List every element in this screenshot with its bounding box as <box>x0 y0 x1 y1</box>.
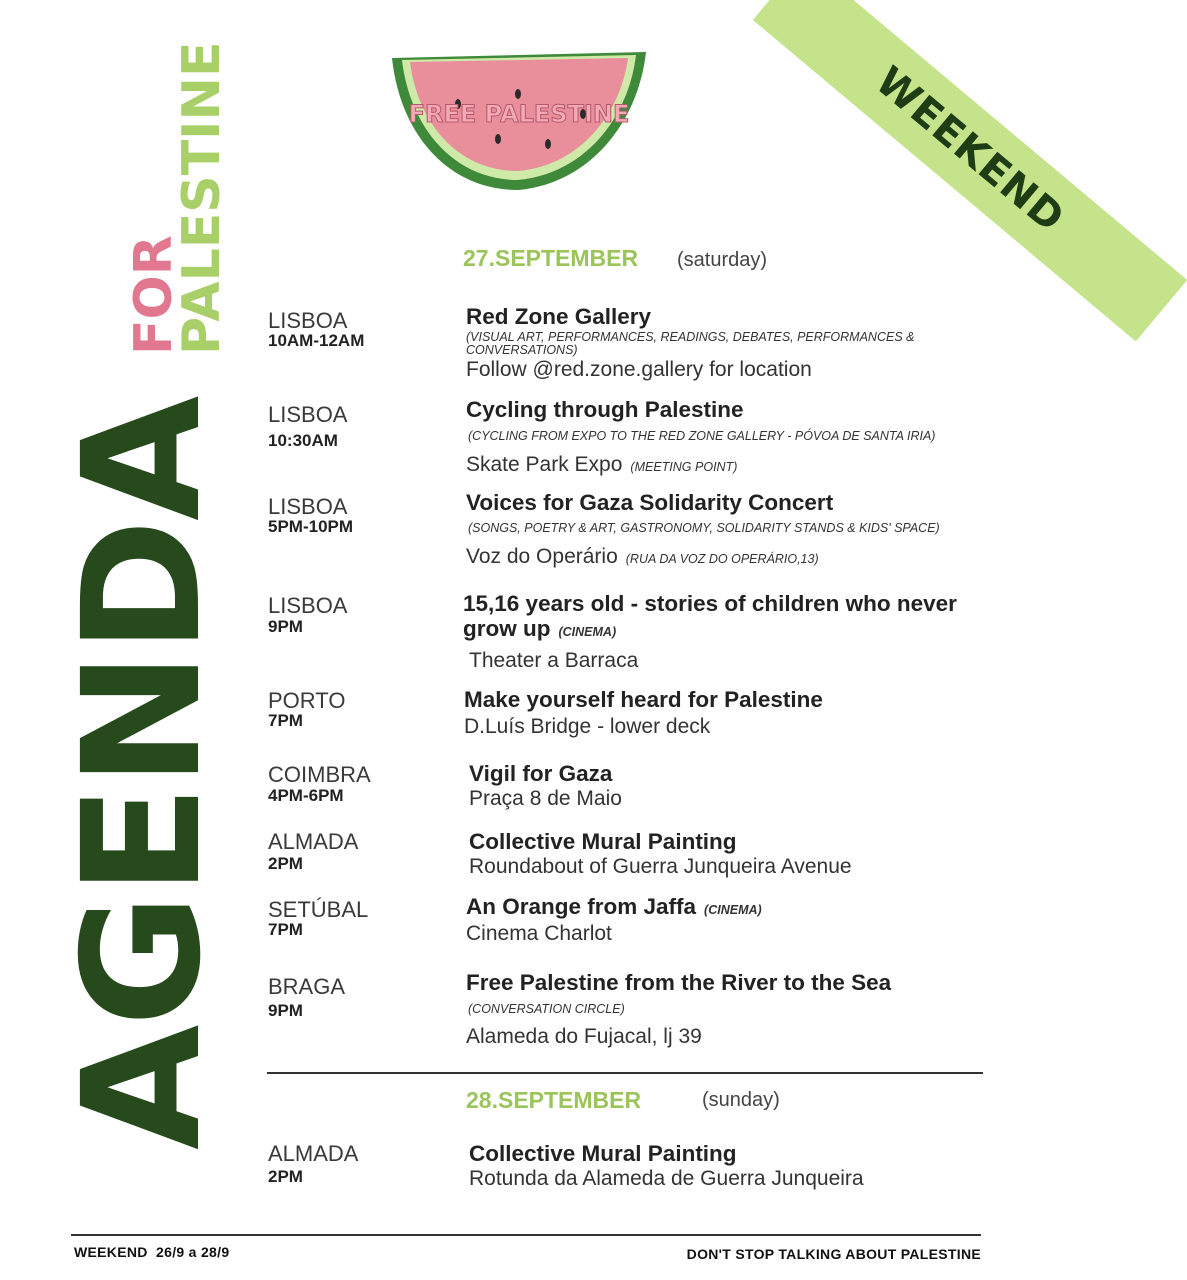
event-4-title <box>463 592 983 642</box>
event-6-city: COIMBRA <box>268 762 371 787</box>
event-9-city: BRAGA <box>268 974 346 999</box>
event-10-place: Rotunda da Alameda de Guerra Junqueira <box>469 1167 864 1190</box>
event-9-title: Free Palestine from the River to the Sea <box>466 970 892 995</box>
watermelon-logo <box>388 44 650 194</box>
event-9-place: Alameda do Fujacal, lj 39 <box>466 1025 702 1048</box>
day2-weekday: (sunday) <box>702 1089 780 1111</box>
event-8-title-note: (CINEMA) <box>704 903 762 917</box>
day2-date: 28.SEPTEMBER <box>466 1087 642 1113</box>
logo-text: FREE PALESTINE <box>408 100 630 128</box>
footer-divider <box>71 1234 981 1236</box>
event-6-title: Vigil for Gaza <box>469 761 613 786</box>
footer-right: DON'T STOP TALKING ABOUT PALESTINE <box>686 1246 981 1262</box>
event-6-time: 4PM-6PM <box>268 786 344 805</box>
event-5-city: PORTO <box>268 688 346 713</box>
event-7-place: Roundabout of Guerra Junqueira Avenue <box>469 855 852 878</box>
event-3-place-text: Voz do Operário <box>466 545 618 568</box>
event-9-note: (CONVERSATION CIRCLE) <box>468 1002 625 1016</box>
event-7-title: Collective Mural Painting <box>469 829 737 854</box>
event-2-time: 10:30AM <box>268 431 338 450</box>
event-4-place: Theater a Barraca <box>469 649 639 672</box>
event-1-place: Follow @red.zone.gallery for location <box>466 358 812 381</box>
event-4-title-note: (CINEMA) <box>558 624 617 639</box>
event-7-time: 2PM <box>268 854 303 873</box>
event-6-place: Praça 8 de Maio <box>469 787 622 810</box>
event-2-place-note: (MEETING POINT) <box>630 460 738 474</box>
event-5-time: 7PM <box>268 711 303 730</box>
event-1-city: LISBOA <box>268 308 348 333</box>
event-3-place <box>466 545 819 568</box>
footer-left: WEEKEND 26/9 a 28/9 <box>74 1244 230 1260</box>
for-title: FOR <box>124 235 184 355</box>
day-divider <box>267 1072 983 1074</box>
event-2-city: LISBOA <box>268 402 348 427</box>
event-10-city: ALMADA <box>268 1141 359 1166</box>
event-2-note: (CYCLING FROM EXPO TO THE RED ZONE GALLERY - PÓVOA DE SANTA IRIA) <box>468 429 936 443</box>
agenda-title: AGENDA <box>49 397 237 1150</box>
event-4-title-text: 15,16 years old - stories of children who never grow up <box>463 591 957 641</box>
event-3-city: LISBOA <box>268 494 348 519</box>
event-4-city: LISBOA <box>268 593 348 618</box>
event-5-place: D.Luís Bridge - lower deck <box>464 715 711 738</box>
event-3-time: 5PM-10PM <box>268 517 354 536</box>
event-7-city: ALMADA <box>268 829 359 854</box>
event-1-time: 10AM-12AM <box>268 331 365 350</box>
day1-weekday: (saturday) <box>677 249 768 271</box>
event-4-time: 9PM <box>268 617 303 636</box>
event-10-time: 2PM <box>268 1167 303 1186</box>
weekend-ribbon <box>753 0 1187 341</box>
event-2-title: Cycling through Palestine <box>466 397 744 422</box>
event-8-title <box>466 895 762 920</box>
weekend-ribbon-label: WEEKEND <box>866 58 1074 242</box>
event-8-title-text: An Orange from Jaffa <box>466 894 697 919</box>
event-3-title: Voices for Gaza Solidarity Concert <box>466 490 834 515</box>
event-2-place-text: Skate Park Expo <box>466 453 623 476</box>
event-1-note: (VISUAL ART, PERFORMANCES, READINGS, DEBATES, PERFORMANCES & CONVERSATIONS) <box>466 330 915 358</box>
event-8-city: SETÚBAL <box>268 897 369 922</box>
event-8-place: Cinema Charlot <box>466 922 612 945</box>
event-5-title: Make yourself heard for Palestine <box>464 687 823 712</box>
event-10-title: Collective Mural Painting <box>469 1141 737 1166</box>
event-3-place-note: (RUA DA VOZ DO OPERÁRIO,13) <box>625 552 819 566</box>
event-1-title: Red Zone Gallery <box>466 304 652 329</box>
event-3-note: (SONGS, POETRY & ART, GASTRONOMY, SOLIDARITY STANDS & KIDS' SPACE) <box>468 521 940 535</box>
day1-date: 27.SEPTEMBER <box>463 245 639 271</box>
event-9-time: 9PM <box>268 1001 303 1020</box>
palestine-title: PALESTINE <box>172 41 232 355</box>
event-8-time: 7PM <box>268 920 303 939</box>
event-2-place <box>466 453 737 476</box>
